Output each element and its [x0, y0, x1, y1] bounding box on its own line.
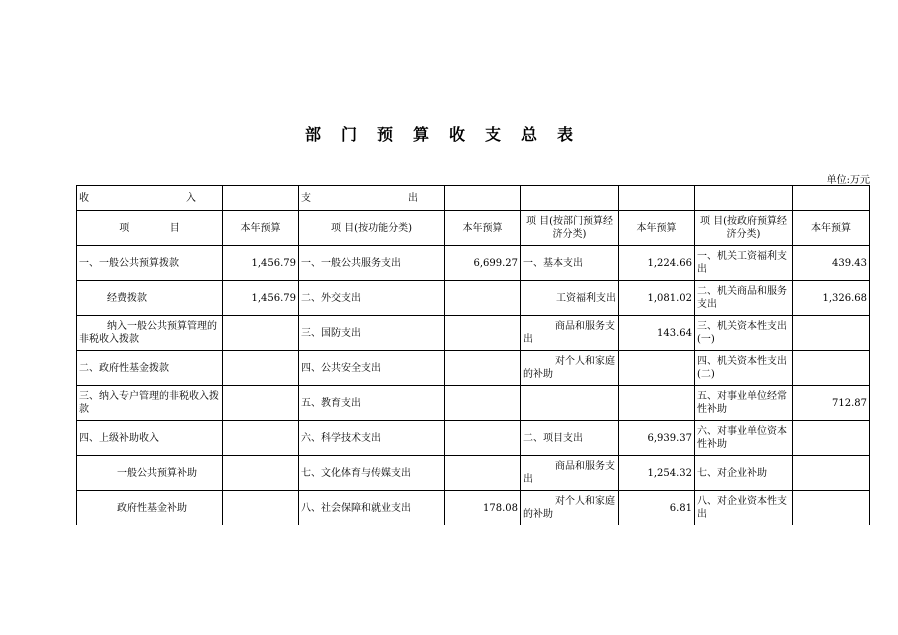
header-row-1 — [77, 186, 870, 211]
column-header-budget: 本年预算 — [223, 211, 299, 246]
header-row-2 — [77, 211, 870, 246]
table-row: 一般公共预算补助 七、文化体育与传媒支出 商品和服务支出 1,254.32 七、对企业补助 — [77, 456, 870, 491]
income-header: 收 入 — [77, 186, 223, 211]
column-header-gov: 项 目(按政府预算经济分类) — [695, 211, 793, 246]
column-header-budget4: 本年预算 — [793, 211, 870, 246]
column-header-item: 项 目 — [77, 211, 223, 246]
unit-label: 单位:万元 — [826, 175, 870, 186]
column-header-dept: 项 目(按部门预算经济分类) — [521, 211, 619, 246]
table-row: 四、上级补助收入 六、科学技术支出 二、项目支出 6,939.37 六、对事业单位资本性补助 — [77, 421, 870, 456]
budget-table — [76, 185, 870, 525]
page-title: 部门预算收支总表 — [304, 125, 593, 144]
column-header-budget3: 本年预算 — [619, 211, 695, 246]
table-row: 经费拨款 1,456.79 二、外交支出 工资福利支出 1,081.02 二、机关商品和服务支出 1,326.68 — [77, 281, 870, 316]
table-row: 二、政府性基金拨款 四、公共安全支出 对个人和家庭的补助 四、机关资本性支出(二) — [77, 351, 870, 386]
column-header-func: 项 目(按功能分类) — [299, 211, 445, 246]
table-row: 三、纳入专户管理的非税收入拨款 五、教育支出 五、对事业单位经常性补助 712.87 — [77, 386, 870, 421]
table-row: 一、一般公共预算拨款 1,456.79 一、一般公共服务支出 6,699.27 一、基本支出 1,224.66 一、机关工资福利支出 439.43 — [77, 246, 870, 281]
expense-header: 支 出 — [299, 186, 445, 211]
table-row: 政府性基金补助 八、社会保障和就业支出 178.08 对个人和家庭的补助 6.81 八、对企业资本性支出 — [77, 491, 870, 526]
column-header-budget2: 本年预算 — [445, 211, 521, 246]
table-row: 纳入一般公共预算管理的非税收入拨款 三、国防支出 商品和服务支出 143.64 三、机关资本性支出(一) — [77, 316, 870, 351]
